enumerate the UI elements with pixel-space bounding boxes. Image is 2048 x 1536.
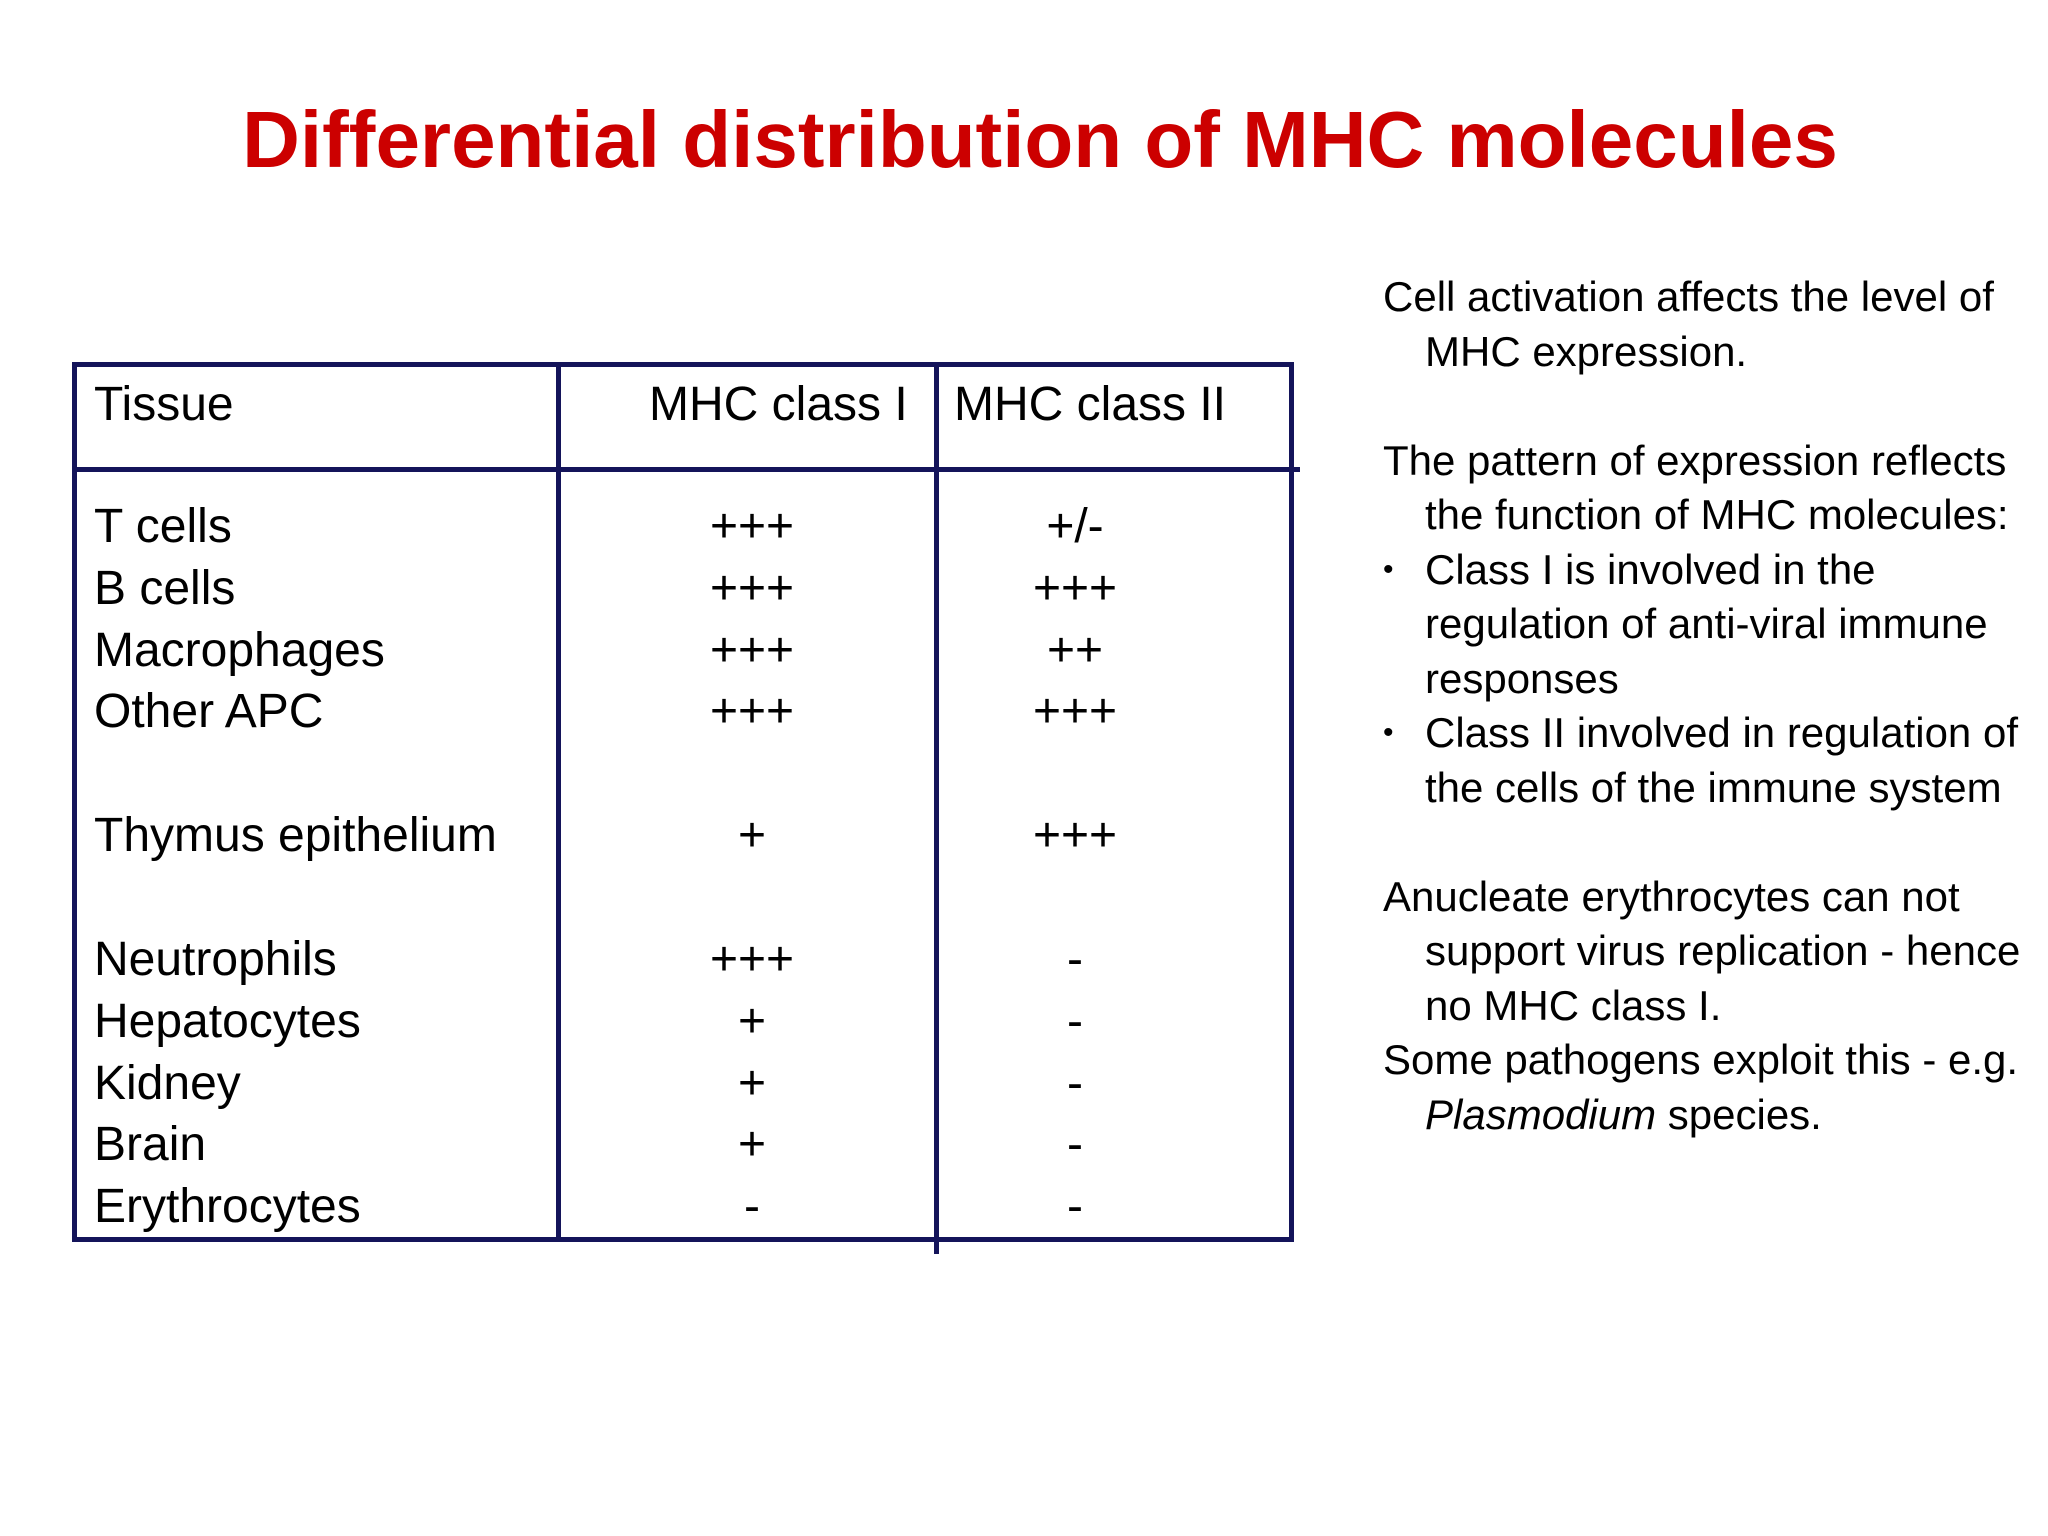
- table-row-class2: +++: [1032, 685, 1118, 738]
- table-row-class1: +: [737, 809, 767, 862]
- bullet-item: [1383, 706, 2023, 815]
- note-activation: Cell activation affects the level of MHC expression.: [1383, 273, 1994, 375]
- table-row-tissue: B cells: [94, 562, 236, 615]
- note-pathogens-end: species.: [1667, 1090, 1822, 1138]
- table-row-class2: -: [1067, 995, 1083, 1048]
- table-row-class2: +++: [1032, 562, 1118, 615]
- table-row-tissue: Thymus epithelium: [94, 809, 497, 862]
- table-row-class2: -: [1067, 933, 1083, 986]
- plasmodium-name: Plasmodium: [1425, 1090, 1657, 1138]
- bullet-item: [1383, 543, 2023, 707]
- bullet-text: Class II involved in regulation of the cells of the immune system: [1425, 709, 2018, 811]
- table-row-class1: +: [737, 1118, 767, 1171]
- bullet-dot: •: [1383, 716, 1394, 749]
- table-row-class1: +++: [709, 685, 795, 738]
- table-row-class1: +++: [709, 562, 795, 615]
- table-row-tissue: Macrophages: [94, 624, 385, 677]
- table-row-tissue: Erythrocytes: [94, 1180, 361, 1233]
- table-row-tissue: Neutrophils: [94, 933, 337, 986]
- slide-title: Differential distribution of MHC molecules: [242, 95, 1838, 184]
- table-row-class2: +++: [1032, 809, 1118, 862]
- note-pattern: The pattern of expression reflects the function of MHC molecules:: [1383, 436, 2009, 538]
- table-row-tissue: Brain: [94, 1118, 207, 1171]
- table-column-divider-1: [556, 362, 561, 1242]
- table-row-tissue: Kidney: [94, 1057, 241, 1110]
- header-mhc-class-1: MHC class I: [649, 378, 908, 431]
- table-row-class2: -: [1067, 1057, 1083, 1110]
- note-erythrocytes: Anucleate erythrocytes can not support virus replication - hence no MHC class I.: [1383, 872, 2021, 1029]
- table-row-tissue: Other APC: [94, 685, 324, 738]
- table-row-class2: -: [1067, 1118, 1083, 1171]
- table-row-class1: +: [737, 995, 767, 1048]
- table-row-tissue: Hepatocytes: [94, 995, 361, 1048]
- table-header-divider: [72, 467, 1300, 472]
- table-row-class2: +/-: [1046, 500, 1104, 553]
- table-row-tissue: T cells: [94, 500, 232, 553]
- bullet-text: Class I is involved in the regulation of anti-viral immune responses: [1425, 545, 1988, 702]
- table-row-class1: -: [744, 1180, 760, 1233]
- table-row-class1: +++: [709, 624, 795, 677]
- table-row-class1: +: [737, 1057, 767, 1110]
- header-mhc-class-2: MHC class II: [954, 378, 1227, 431]
- table-row-class2: -: [1067, 1180, 1083, 1233]
- note-pathogens-start: Some pathogens exploit this - e.g.: [1383, 1036, 2019, 1083]
- table-row-class1: +++: [709, 500, 795, 553]
- note-pathogens: [1383, 1033, 2023, 1142]
- side-notes: [1383, 270, 2023, 1142]
- table-row-class2: ++: [1046, 624, 1104, 677]
- bullet-dot: •: [1383, 552, 1394, 586]
- header-tissue: Tissue: [94, 378, 234, 431]
- table-row-class1: +++: [709, 933, 795, 986]
- table-column-divider-2: [934, 362, 939, 1254]
